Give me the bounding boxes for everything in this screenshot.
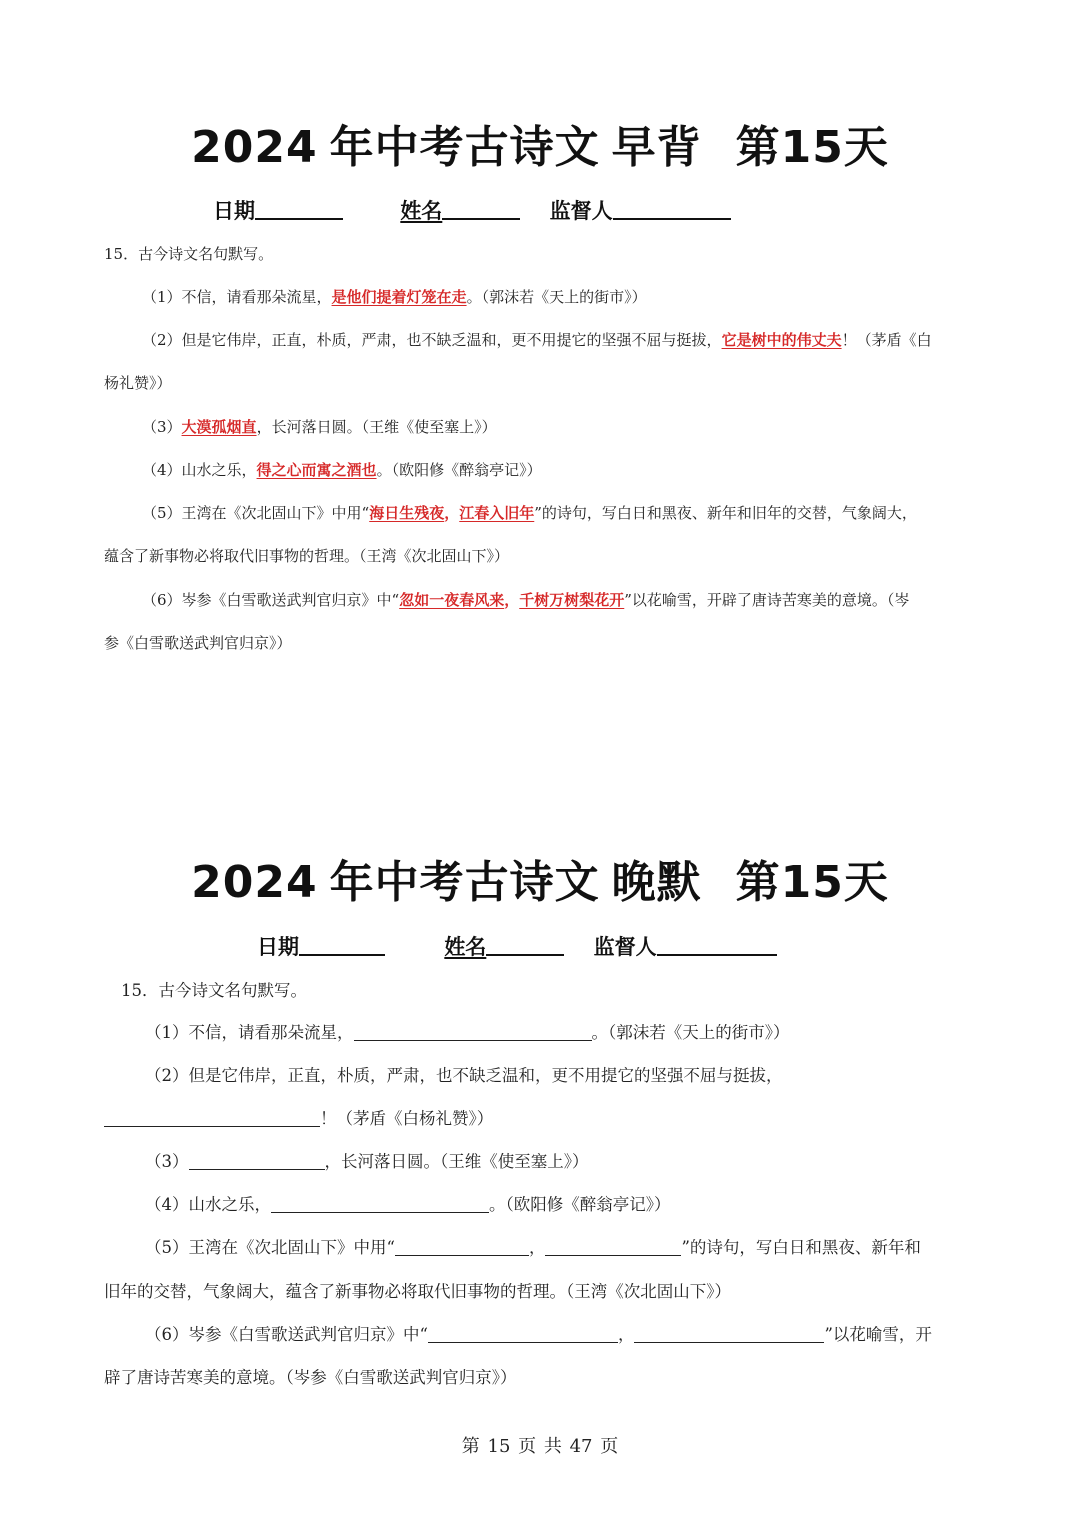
evening-item-6-text: （6）岑参《白雪歌送武判官归京》中“ [145, 1325, 428, 1344]
morning-item-4-answer: 得之心而寓之酒也 [256, 461, 377, 479]
morning-title-day: 第15天 [735, 122, 889, 173]
evening-item-2 [145, 1064, 783, 1088]
evening-item-5-blank-a[interactable] [395, 1238, 529, 1256]
morning-item-1 [142, 286, 647, 308]
morning-item-6-cont: 参《白雪歌送武判官归京》） [104, 634, 292, 652]
morning-item-2-cont: 杨礼赞》） [104, 374, 172, 392]
morning-title-year: 2024 [191, 122, 318, 173]
morning-item-1-answer: 是他们提着灯笼在走 [331, 288, 467, 306]
morning-item-6-text: （6）岑参《白雪歌送武判官归京》中“ [142, 591, 400, 609]
evening-item-3-blank[interactable] [189, 1152, 325, 1170]
evening-item-2-source: ！（茅盾《白杨礼赞》） [320, 1109, 494, 1128]
evening-item-6-blank-a[interactable] [428, 1325, 618, 1343]
morning-item-5-answer-a: 海日生残夜 [369, 504, 445, 522]
morning-item-6-answer-a: 忽如一夜春风来 [399, 591, 505, 609]
evening-item-6 [145, 1323, 932, 1347]
evening-title [0, 855, 1080, 911]
evening-item-5-sep: ， [528, 1238, 546, 1257]
page-footer: 第 15 页 共 47 页 [461, 1436, 619, 1457]
morning-item-6-source: ”以花喻雪，开辟了唐诗苦寒美的意境。（岑 [624, 591, 910, 609]
evening-item-3-source: ，长河落日圆。（王维《使至塞上》） [324, 1152, 589, 1171]
evening-name-label: 姓名 [444, 935, 487, 959]
morning-item-5-answer-b: 江春入旧年 [459, 504, 535, 522]
morning-item-2-source: ！（茅盾《白 [841, 331, 932, 349]
morning-item-2-text: （2）但是它伟岸，正直，朴质，严肃，也不缺乏温和，更不用提它的坚强不屈与挺拔， [142, 331, 722, 349]
evening-item-1 [145, 1021, 790, 1045]
evening-title-year: 2024 [191, 857, 318, 908]
evening-item-4-text: （4）山水之乐， [145, 1195, 271, 1214]
morning-title-mode: 早背 [611, 122, 702, 173]
morning-item-5 [142, 502, 917, 524]
morning-item-2 [142, 329, 932, 351]
morning-date-label: 日期 [213, 199, 255, 223]
evening-item-5-blank-b[interactable] [545, 1238, 681, 1256]
evening-item-2-text: （2）但是它伟岸，正直，朴质，严肃，也不缺乏温和，更不用提它的坚强不屈与挺拔， [145, 1066, 783, 1085]
morning-date-blank[interactable] [255, 198, 343, 220]
morning-item-5-cont: 蕴含了新事物必将取代旧事物的哲理。（王湾《次北固山下》） [104, 547, 510, 565]
morning-name-blank[interactable] [442, 198, 520, 220]
evening-item-1-text: （1）不信，请看那朵流星， [145, 1023, 354, 1042]
evening-item-1-blank[interactable] [354, 1023, 592, 1041]
evening-title-main: 年中考古诗文 [329, 857, 600, 908]
morning-item-3 [142, 416, 497, 438]
morning-item-1-source: 。（郭沫若《天上的街市》） [466, 288, 647, 306]
morning-item-1-text: （1）不信，请看那朵流星， [142, 288, 332, 306]
evening-date-blank[interactable] [299, 934, 385, 956]
morning-supervisor-label: 监督人 [549, 199, 613, 223]
evening-item-3 [145, 1150, 589, 1174]
evening-item-6-sep: ， [617, 1325, 635, 1344]
morning-item-6-answer-b: 千树万树梨花开 [519, 591, 625, 609]
morning-question: 15．古今诗文名句默写。 [104, 245, 274, 263]
evening-item-5-source: ”的诗句，写白日和黑夜、新年和 [681, 1238, 921, 1257]
morning-item-5-source: ”的诗句，写白日和黑夜、新年和旧年的交替，气象阔大， [534, 504, 917, 522]
evening-item-6-source: ”以花喻雪，开 [824, 1325, 932, 1344]
evening-title-mode: 晚默 [611, 857, 702, 908]
evening-date-label: 日期 [257, 935, 299, 959]
morning-item-2-answer: 它是树中的伟丈夫 [721, 331, 842, 349]
evening-item-4 [145, 1193, 671, 1217]
morning-item-4-source: 。（欧阳修《醉翁亭记》） [376, 461, 542, 479]
morning-name-label: 姓名 [400, 199, 443, 223]
morning-title [0, 120, 1080, 176]
morning-item-3-source: ，长河落日圆。（王维《使至塞上》） [256, 418, 497, 436]
morning-item-3-answer: 大漠孤烟直 [181, 418, 257, 436]
morning-meta-row [213, 196, 731, 226]
evening-item-2-cont [104, 1107, 493, 1131]
evening-item-6-blank-b[interactable] [634, 1325, 824, 1343]
evening-supervisor-blank[interactable] [657, 934, 777, 956]
evening-item-5-text: （5）王湾在《次北固山下》中用“ [145, 1238, 395, 1257]
evening-item-2-blank[interactable] [104, 1109, 320, 1127]
evening-title-day: 第15天 [735, 857, 889, 908]
evening-name-blank[interactable] [486, 934, 564, 956]
morning-supervisor-blank[interactable] [613, 198, 731, 220]
evening-item-3-text: （3） [145, 1152, 189, 1171]
morning-item-5-sep: ， [444, 504, 460, 522]
evening-item-5-cont: 旧年的交替，气象阔大，蕴含了新事物必将取代旧事物的哲理。（王湾《次北固山下》） [104, 1282, 731, 1301]
evening-item-4-blank[interactable] [271, 1195, 489, 1213]
evening-item-1-source: 。（郭沫若《天上的街市》） [591, 1023, 790, 1042]
evening-question: 15．古今诗文名句默写。 [121, 981, 307, 1000]
evening-item-4-source: 。（欧阳修《醉翁亭记》） [489, 1195, 671, 1214]
morning-item-6-sep: ， [504, 591, 520, 609]
evening-meta-row [257, 932, 777, 962]
morning-item-6 [142, 589, 909, 611]
morning-item-4-text: （4）山水之乐， [142, 461, 257, 479]
evening-supervisor-label: 监督人 [593, 935, 657, 959]
morning-item-4 [142, 459, 542, 481]
evening-item-6-cont: 辟了唐诗苦寒美的意境。（岑参《白雪歌送武判官归京》） [104, 1368, 517, 1387]
morning-item-5-text: （5）王湾在《次北固山下》中用“ [142, 504, 370, 522]
morning-item-3-text: （3） [142, 418, 182, 436]
evening-item-5 [145, 1236, 921, 1260]
morning-title-main: 年中考古诗文 [329, 122, 600, 173]
